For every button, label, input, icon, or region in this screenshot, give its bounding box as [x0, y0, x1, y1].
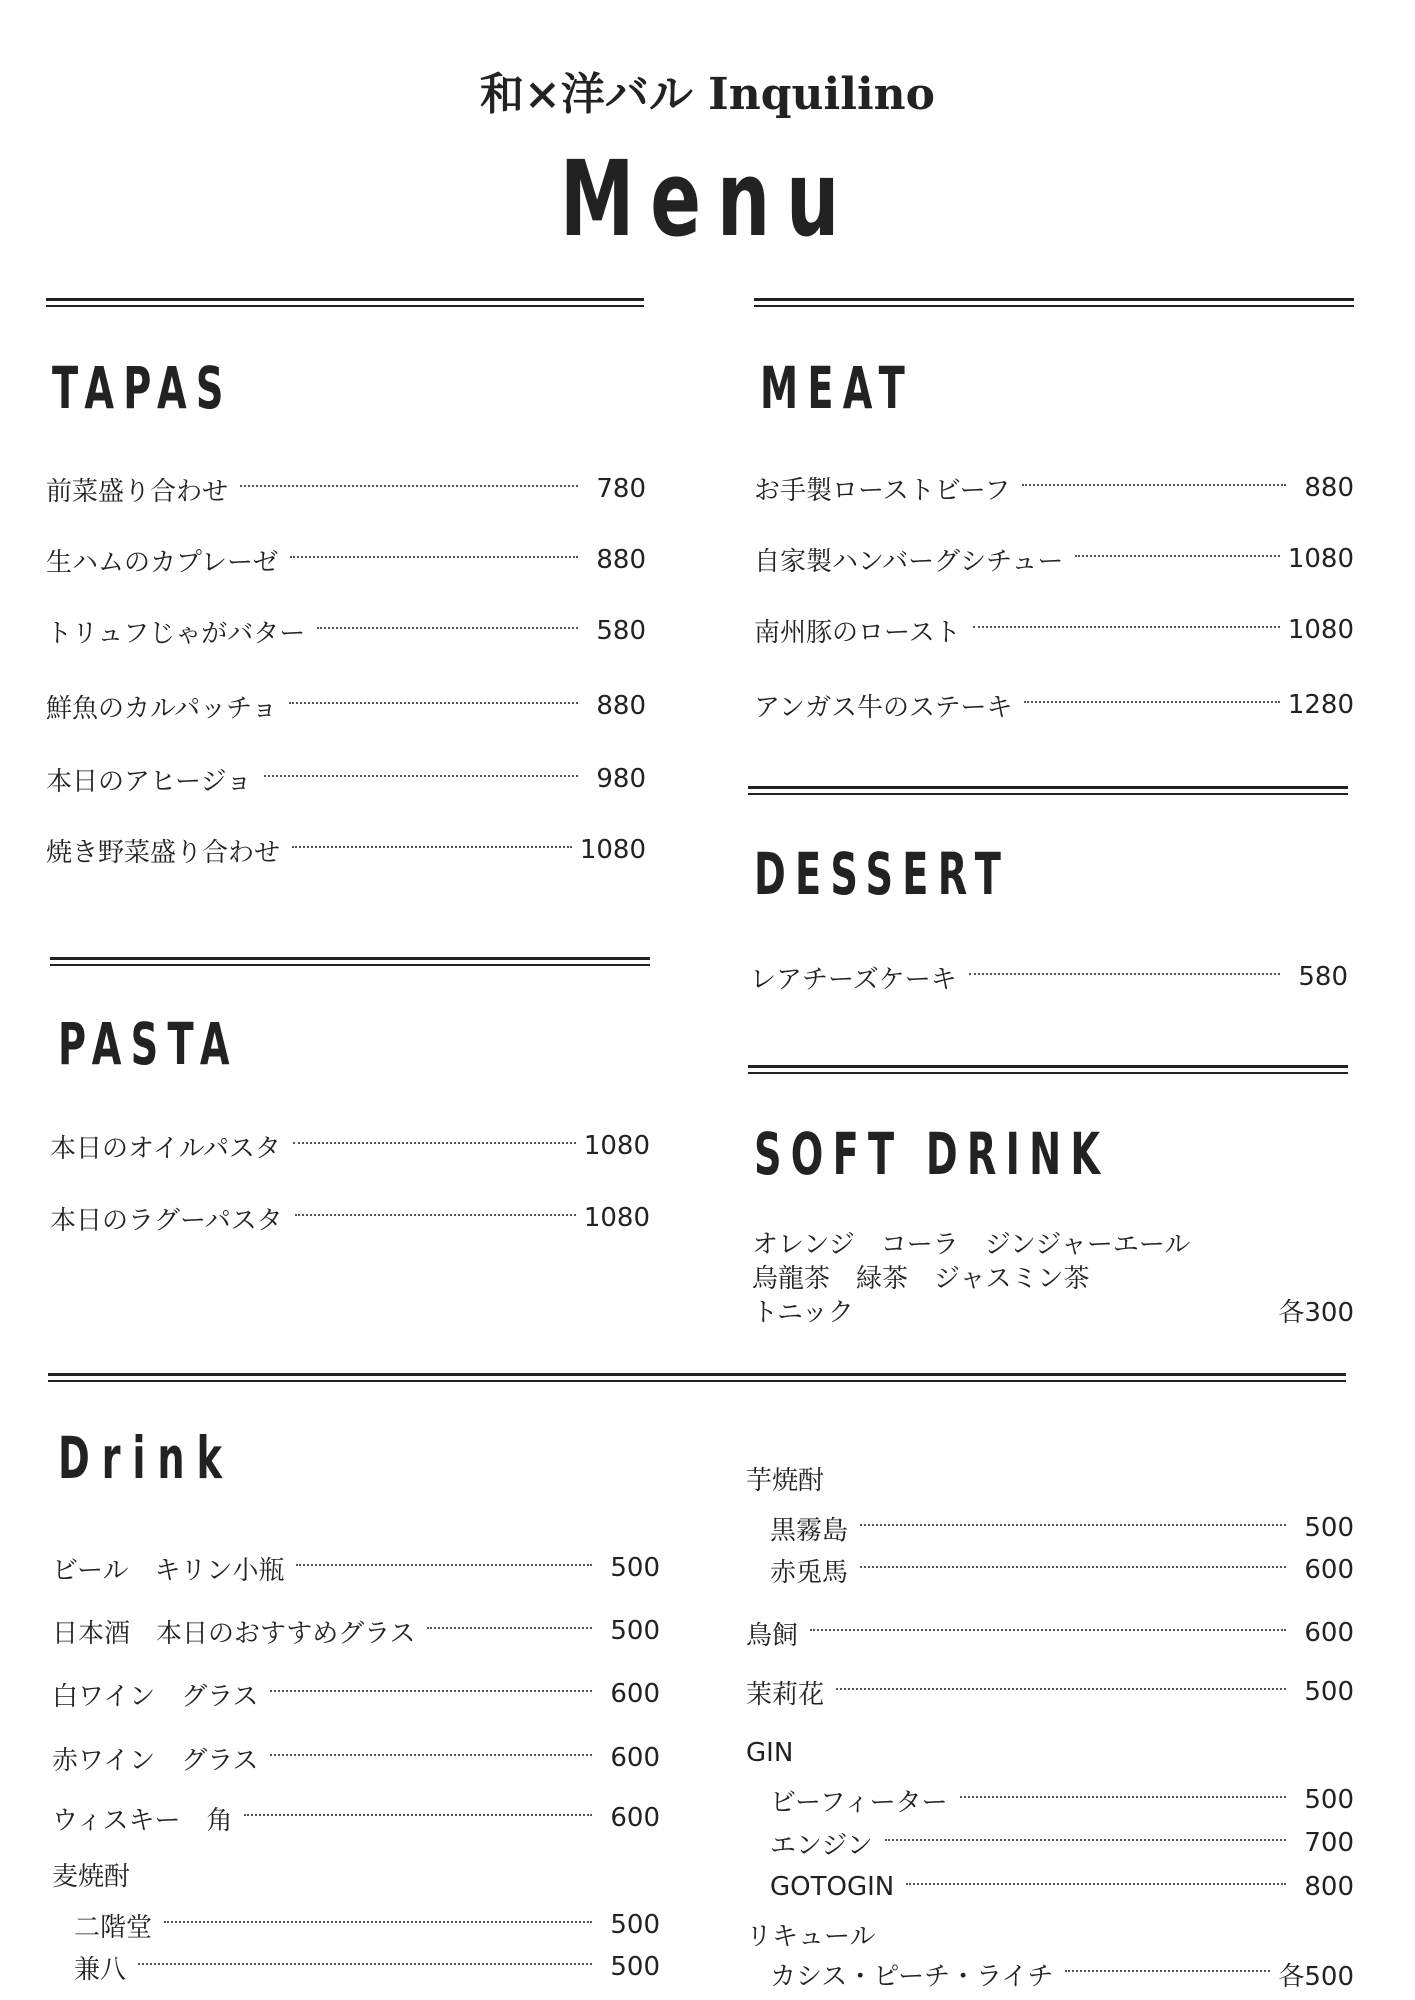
divider	[748, 1065, 1348, 1074]
item-price: 800	[1304, 1872, 1354, 1902]
item-price: 600	[610, 1679, 660, 1709]
soft-drink-line: 烏龍茶 緑茶 ジャスミン茶	[752, 1264, 1090, 1294]
item-price: 580	[1298, 962, 1348, 992]
menu-item	[52, 1798, 660, 1838]
dot-leader	[885, 1839, 1286, 1841]
divider	[754, 298, 1354, 307]
category-label-liqueur: リキュール	[746, 1922, 876, 1952]
dot-leader	[270, 1754, 592, 1756]
menu-item	[46, 830, 646, 870]
dot-leader	[240, 485, 578, 487]
section-title-tapas: TAPAS	[52, 354, 233, 422]
menu-item	[770, 1508, 1354, 1548]
menu-item	[46, 540, 646, 580]
item-name: ビーフィーター	[770, 1787, 948, 1818]
menu-title: Menu	[559, 138, 856, 260]
menu-item	[52, 1611, 660, 1651]
menu-item	[754, 685, 1354, 725]
category-label-gin: GIN	[746, 1738, 794, 1768]
soft-drink-price: 各300	[1278, 1298, 1354, 1328]
item-name: 鳥飼	[746, 1620, 799, 1651]
dot-leader	[289, 702, 578, 704]
menu-item	[46, 611, 646, 651]
item-name: トリュフじゃがバター	[46, 618, 306, 649]
dot-leader	[264, 775, 578, 777]
item-name: エンジン	[770, 1830, 873, 1861]
dot-leader	[969, 973, 1280, 975]
item-name: 白ワイン グラス	[52, 1681, 259, 1712]
item-name: 茉莉花	[746, 1679, 825, 1710]
dot-leader	[164, 1921, 592, 1923]
menu-item	[754, 539, 1354, 579]
divider	[50, 957, 650, 966]
menu-item	[770, 1780, 1354, 1820]
dot-leader	[1024, 701, 1279, 703]
menu-item	[46, 686, 646, 726]
dot-leader	[138, 1963, 592, 1965]
item-price: 1080	[583, 1131, 650, 1161]
menu-item	[52, 1738, 660, 1778]
item-price: 500	[610, 1910, 660, 1940]
item-name: 赤兎馬	[770, 1557, 849, 1588]
item-price: 500	[1304, 1677, 1354, 1707]
item-price: 500	[1304, 1513, 1354, 1543]
menu-item	[46, 759, 646, 799]
item-name: 二階堂	[74, 1912, 153, 1943]
item-name: ウィスキー 角	[52, 1805, 233, 1836]
section-title-drink: Drink	[58, 1424, 234, 1492]
item-name: 兼八	[74, 1954, 127, 1985]
item-price: 600	[1304, 1618, 1354, 1648]
dot-leader	[317, 627, 578, 629]
item-name: GOTOGIN	[770, 1872, 895, 1902]
item-name: 本日のラグーパスタ	[50, 1205, 283, 1236]
dot-leader	[1022, 484, 1286, 486]
item-price: 500	[610, 1553, 660, 1583]
item-name: 焼き野菜盛り合わせ	[46, 837, 281, 868]
item-name: 黒霧島	[770, 1515, 849, 1546]
item-name: 鮮魚のカルパッチョ	[46, 693, 278, 724]
dot-leader	[244, 1814, 592, 1816]
item-name: 自家製ハンバーグシチュー	[754, 546, 1064, 577]
item-price: 600	[610, 1803, 660, 1833]
item-price: 各500	[1278, 1961, 1354, 1992]
item-name: アンガス牛のステーキ	[754, 692, 1013, 723]
soft-drink-line: オレンジ コーラ ジンジャーエール	[752, 1230, 1191, 1260]
item-name: お手製ローストビーフ	[754, 475, 1011, 506]
menu-item	[754, 610, 1354, 650]
item-price: 500	[1304, 1785, 1354, 1815]
item-price: 700	[1304, 1828, 1354, 1858]
menu-item	[746, 1613, 1354, 1653]
item-price: 1080	[583, 1203, 650, 1233]
divider	[748, 786, 1348, 795]
menu-item	[770, 1550, 1354, 1590]
item-price: 1080	[1287, 615, 1354, 645]
item-name: 日本酒 本日のおすすめグラス	[52, 1618, 416, 1649]
item-price: 500	[610, 1952, 660, 1982]
divider	[48, 1373, 1346, 1382]
dot-leader	[293, 1142, 576, 1144]
menu-item	[754, 468, 1354, 508]
item-price: 780	[596, 474, 646, 504]
dot-leader	[810, 1629, 1286, 1631]
item-name: 赤ワイン グラス	[52, 1745, 259, 1776]
menu-item	[50, 1198, 650, 1238]
dot-leader	[295, 1214, 576, 1216]
item-price: 980	[596, 764, 646, 794]
menu-item	[52, 1548, 660, 1588]
dot-leader	[296, 1564, 592, 1566]
dot-leader	[960, 1796, 1286, 1798]
item-price: 1080	[579, 835, 646, 865]
item-price: 500	[610, 1616, 660, 1646]
menu-item	[50, 1126, 650, 1166]
item-price: 1080	[1287, 544, 1354, 574]
item-price: 600	[610, 1743, 660, 1773]
dot-leader	[1065, 1970, 1270, 1972]
menu-item	[74, 1905, 660, 1945]
item-price: 880	[596, 691, 646, 721]
item-name: 南州豚のロースト	[754, 617, 961, 648]
dot-leader	[427, 1627, 592, 1629]
item-name: 本日のオイルパスタ	[50, 1133, 281, 1164]
item-price: 1280	[1287, 690, 1354, 720]
category-label-imo: 芋焼酎	[746, 1466, 825, 1496]
dot-leader	[290, 556, 578, 558]
item-name: レアチーズケーキ	[750, 964, 957, 995]
item-price: 580	[596, 616, 646, 646]
dot-leader	[860, 1524, 1286, 1526]
item-name: 生ハムのカプレーゼ	[46, 547, 279, 578]
divider	[46, 298, 644, 307]
dot-leader	[292, 846, 572, 848]
item-name: ビール キリン小瓶	[52, 1555, 285, 1586]
dot-leader	[1075, 555, 1279, 557]
item-price: 880	[596, 545, 646, 575]
restaurant-name: 和×洋バル Inquilino	[480, 69, 935, 120]
item-name: カシス・ピーチ・ライチ	[770, 1961, 1054, 1992]
menu-item	[770, 1823, 1354, 1863]
menu-item	[46, 469, 646, 509]
category-label-mugi: 麦焼酎	[52, 1862, 131, 1892]
menu-item	[746, 1672, 1354, 1712]
menu-item	[52, 1674, 660, 1714]
dot-leader	[973, 626, 1280, 628]
dot-leader	[906, 1883, 1286, 1885]
item-price: 880	[1304, 473, 1354, 503]
dot-leader	[860, 1566, 1286, 1568]
menu-item	[770, 1867, 1354, 1907]
item-name: 本日のアヒージョ	[46, 766, 252, 797]
menu-item	[770, 1954, 1354, 1994]
section-title-meat: MEAT	[760, 354, 914, 422]
soft-drink-line: トニック	[752, 1298, 854, 1328]
dot-leader	[270, 1690, 592, 1692]
menu-item	[74, 1947, 660, 1987]
section-title-soft-drink: SOFT DRINK	[754, 1120, 1110, 1188]
item-price: 600	[1304, 1555, 1354, 1585]
menu-item	[750, 957, 1348, 997]
dot-leader	[836, 1688, 1286, 1690]
item-name: 前菜盛り合わせ	[46, 476, 229, 507]
section-title-dessert: DESSERT	[754, 840, 1011, 908]
section-title-pasta: PASTA	[58, 1010, 239, 1078]
